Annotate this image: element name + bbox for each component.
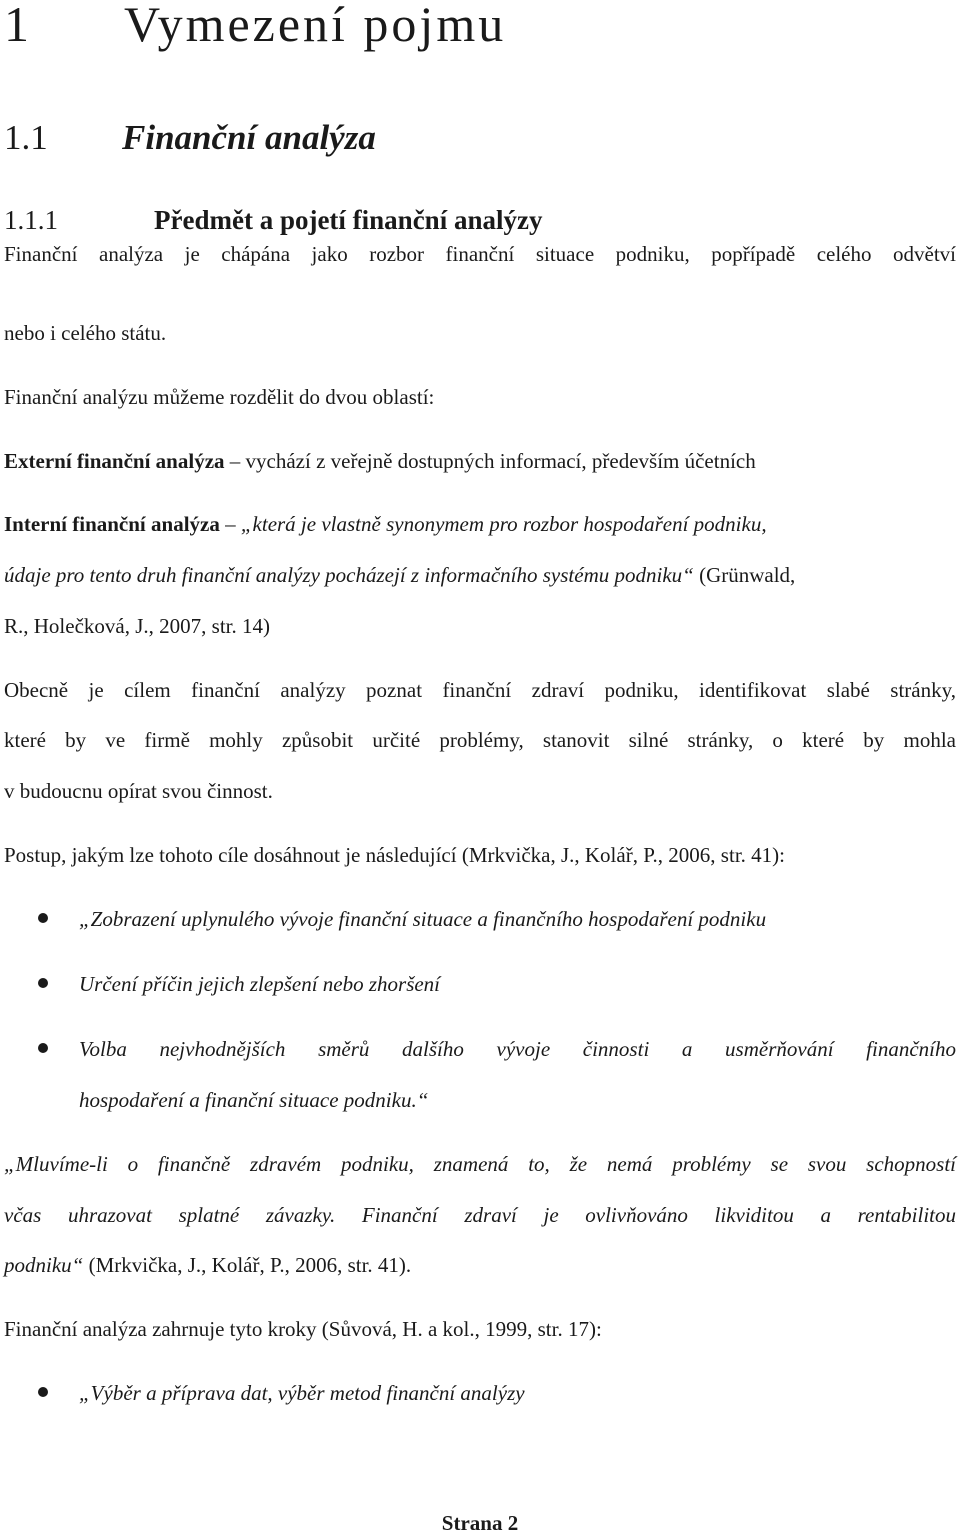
bullet-icon	[38, 978, 48, 988]
heading-3-number: 1.1.1	[4, 205, 58, 235]
list-1-item-3-line-1: Volba nejvhodnějších směrů dalšího vývoje činnosti a usměrňování finančního	[79, 1037, 956, 1061]
paragraph-3-line-2: které by ve firmě mohly způsobit určité problémy, stanovit silné stránky, o které by mohla	[4, 728, 956, 752]
paragraph-1-line-1: Finanční analýza je chápána jako rozbor finanční situace podniku, popřípadě celého odvětví	[4, 242, 956, 266]
list-1-item-3-line-2: hospodaření a finanční situace podniku.“	[79, 1088, 429, 1112]
heading-2-number: 1.1	[4, 118, 48, 157]
heading-1-number: 1	[4, 0, 32, 52]
heading-3-title: Předmět a pojetí finanční analýzy	[154, 205, 543, 235]
paragraph-5: Finanční analýza zahrnuje tyto kroky (Sůvová, H. a kol., 1999, str. 17):	[4, 1317, 602, 1341]
paragraph-2: Finanční analýzu můžeme rozdělit do dvou oblastí:	[4, 385, 435, 409]
page-number: Strana 2	[441, 1511, 519, 1535]
list-2-item-1: „Výběr a příprava dat, výběr metod finanční analýzy	[79, 1381, 525, 1405]
quote-line-3	[4, 1252, 956, 1278]
quote-end: podniku“	[4, 1253, 84, 1277]
heading-2-title: Finanční analýza	[122, 118, 376, 157]
paragraph-3-line-3: v budoucnu opírat svou činnost.	[4, 779, 273, 803]
external-analysis-line	[4, 448, 956, 474]
heading-2	[4, 116, 376, 160]
list-1-item-1: „Zobrazení uplynulého vývoje finanční situace a finančního hospodaření podniku	[79, 907, 767, 931]
internal-analysis-term: Interní finanční analýza	[4, 512, 220, 536]
quote-citation: (Mrkvička, J., Kolář, P., 2006, str. 41).	[83, 1253, 412, 1277]
quote-line-1: „Mluvíme-li o finančně zdravém podniku, znamená to, že nemá problémy se svou schopností	[4, 1152, 956, 1176]
bullet-icon	[38, 1043, 48, 1053]
internal-analysis-quote-2: údaje pro tento druh finanční analýzy pocházejí z informačního systému podniku“	[4, 563, 694, 587]
quote-line-2: včas uhrazovat splatné závazky. Finanční zdraví je ovlivňováno likviditou a rentabilitou	[4, 1203, 956, 1227]
internal-analysis-line-3: R., Holečková, J., 2007, str. 14)	[4, 614, 270, 638]
internal-analysis-line-2	[4, 562, 956, 588]
external-analysis-text: – vychází z veřejně dostupných informací, především účetních	[224, 449, 756, 473]
external-analysis-term: Externí finanční analýza	[4, 449, 225, 473]
internal-analysis-line-1	[4, 511, 956, 537]
paragraph-1-line-2: nebo i celého státu.	[4, 321, 167, 345]
paragraph-4: Postup, jakým lze tohoto cíle dosáhnout je následující (Mrkvička, J., Kolář, P., 2006, str. 41):	[4, 843, 785, 867]
list-1-item-2: Určení příčin jejich zlepšení nebo zhoršení	[79, 972, 441, 996]
heading-1-title: Vymezení pojmu	[124, 0, 507, 52]
internal-analysis-quote-1: – „která je vlastně synonymem pro rozbor hospodaření podniku,	[219, 512, 767, 536]
heading-3	[4, 201, 542, 239]
paragraph-3-line-1: Obecně je cílem finanční analýzy poznat finanční zdraví podniku, identifikovat slabé stránky,	[4, 678, 956, 702]
bullet-icon	[38, 1387, 48, 1397]
heading-1	[4, 0, 506, 54]
bullet-icon	[38, 913, 48, 923]
internal-analysis-citation: (Grünwald,	[693, 563, 796, 587]
